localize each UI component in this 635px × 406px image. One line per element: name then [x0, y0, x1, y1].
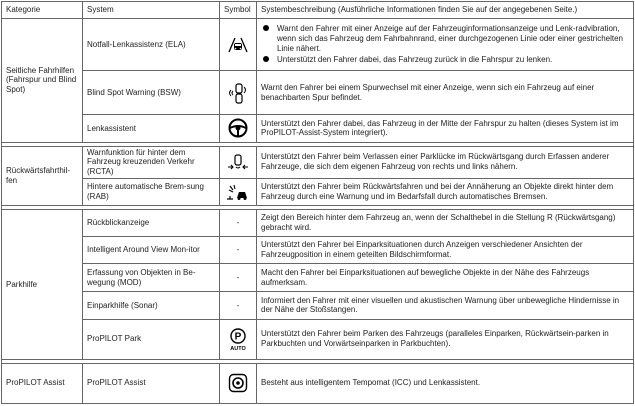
- category-seitliche: Seitliche Fahrhilfen (Fahrspur und Blind Spot): [2, 19, 83, 143]
- system-ela: Notfall-Lenkassistenz (ELA): [83, 19, 220, 71]
- table-row: [2, 264, 634, 292]
- header-beschreibung: Systembeschreibung (Ausführliche Informationen finden Sie auf der angegebenen Seite.): [257, 2, 634, 19]
- system-sonar: Einparkhilfe (Sonar): [83, 292, 220, 319]
- system-iavm: Intelligent Around View Mon-itor: [83, 237, 220, 264]
- desc-park: Unterstützt den Fahrer beim Parken des Fahrzeugs (paralleles Einparken, Rückwärtsein-parken in Parkbuchten und Vorwärtseinparken in Parkbuchten).: [257, 319, 634, 359]
- table-row: [2, 292, 634, 319]
- symbol-iavm: -: [220, 237, 257, 264]
- desc-rcta: Unterstützt den Fahrer beim Verlassen einer Parklücke im Rückwärtsgang durch Erfassen anderer Fahrzeuge, die sich dem eigenen Fahrzeug von rechts und links nähern.: [257, 146, 634, 178]
- propilot-assist-icon: [228, 373, 248, 393]
- symbol-rcta: [220, 146, 257, 178]
- propilot-park-icon-label: AUTO: [230, 346, 246, 352]
- symbol-sonar: -: [220, 292, 257, 319]
- desc-mod: Macht den Fahrer bei Einparksituationen auf bewegliche Objekte in der Nähe des Fahrzeugs aufmerksam.: [257, 264, 634, 292]
- desc-bsw: Warnt den Fahrer bei einem Spurwechsel mit einer Anzeige, wenn sich ein Fahrzeug auf einer benachbarten Spur befindet.: [257, 71, 634, 115]
- systems-table: [1, 1, 634, 404]
- table-row: [2, 363, 634, 403]
- header-system: System: [83, 2, 220, 19]
- table-row: [2, 71, 634, 115]
- category-rueckwaerts: Rückwärtsfahrthil-fen: [2, 146, 83, 206]
- symbol-lenk: [220, 115, 257, 142]
- table-row: [2, 146, 634, 178]
- header-kategorie: Kategorie: [2, 2, 83, 19]
- symbol-rab: [220, 178, 257, 205]
- steering-wheel-icon: [228, 118, 248, 138]
- list-item: Unterstützt den Fahrer dabei, das Fahrzeug zurück in die Fahrspur zu lenken.: [261, 55, 629, 65]
- propilot-park-icon: [227, 327, 249, 351]
- symbol-park: [220, 319, 257, 359]
- table-row: [2, 19, 634, 71]
- symbol-bsw: [220, 71, 257, 115]
- symbol-mod: -: [220, 264, 257, 292]
- system-rueckblick: Rückblickanzeige: [83, 210, 220, 237]
- bullet-icon: [263, 25, 269, 31]
- symbol-assist: [220, 363, 257, 403]
- system-rab: Hintere automatische Brem-sung (RAB): [83, 178, 220, 205]
- header-symbol: Symbol: [220, 2, 257, 19]
- table-row: [2, 178, 634, 205]
- lane-departure-icon: [227, 37, 249, 53]
- desc-assist: Besteht aus intelligentem Tempomat (ICC) und Lenkassistent.: [257, 363, 634, 403]
- table-row: [2, 210, 634, 237]
- symbol-ela: [220, 19, 257, 71]
- svg-text:P: P: [234, 331, 242, 343]
- blind-spot-icon: [227, 82, 249, 104]
- system-bsw: Blind Spot Warning (BSW): [83, 71, 220, 115]
- desc-sonar: Informiert den Fahrer mit einer visuellen und akustischen Warnung über unbewegliche Hindernisse in der Nähe der Stoßstangen.: [257, 292, 634, 319]
- desc-rueckblick: Zeigt den Bereich hinter dem Fahrzeug an, wenn der Schalthebel in die Stellung R (Rückwärtsgang) gebracht wird.: [257, 210, 634, 237]
- system-assist: ProPILOT Assist: [83, 363, 220, 403]
- system-park: ProPILOT Park: [83, 319, 220, 359]
- system-mod: Erfassung von Objekten in Be-wegung (MOD): [83, 264, 220, 292]
- cross-traffic-icon: [226, 153, 250, 171]
- symbol-rueckblick: -: [220, 210, 257, 237]
- desc-ela: [257, 19, 634, 71]
- desc-rab: Unterstützt den Fahrer beim Rückwärtsfahren und bei der Annäherung an Objekte direkt hinter dem Fahrzeug durch eine Warnung und im Bedarfsfall durch automatisches Bremsen.: [257, 178, 634, 205]
- table-row: [2, 115, 634, 142]
- bullet-icon: [263, 56, 269, 62]
- category-parkhilfe: Parkhilfe: [2, 210, 83, 360]
- list-item: Warnt den Fahrer mit einer Anzeige auf der Fahrzeuginformationsanzeige und Lenk-radvibration, wenn sich das Fahrzeug dem Fahrbahnrand, einer durchgezogenen Linie oder einer gestrichelten Linie nähert.: [261, 24, 629, 53]
- desc-lenk: Unterstützt den Fahrer dabei, das Fahrzeug in der Mitte der Fahrspur zu halten (dieses System ist im ProPILOT-Assist-System integriert).: [257, 115, 634, 142]
- system-lenk: Lenkassistent: [83, 115, 220, 142]
- category-propilot: ProPILOT Assist: [2, 363, 83, 403]
- system-rcta: Warnfunktion für hinter dem Fahrzeug kreuzenden Verkehr (RCTA): [83, 146, 220, 178]
- rear-brake-icon: [225, 183, 251, 201]
- table-row: [2, 237, 634, 264]
- desc-iavm: Unterstützt den Fahrer bei Einparksituationen durch Anzeigen verschiedener Ansichten der Fahrzeugposition in einem geteilten Bildschirmformat.: [257, 237, 634, 264]
- header-row: [2, 2, 634, 19]
- table-row: [2, 319, 634, 359]
